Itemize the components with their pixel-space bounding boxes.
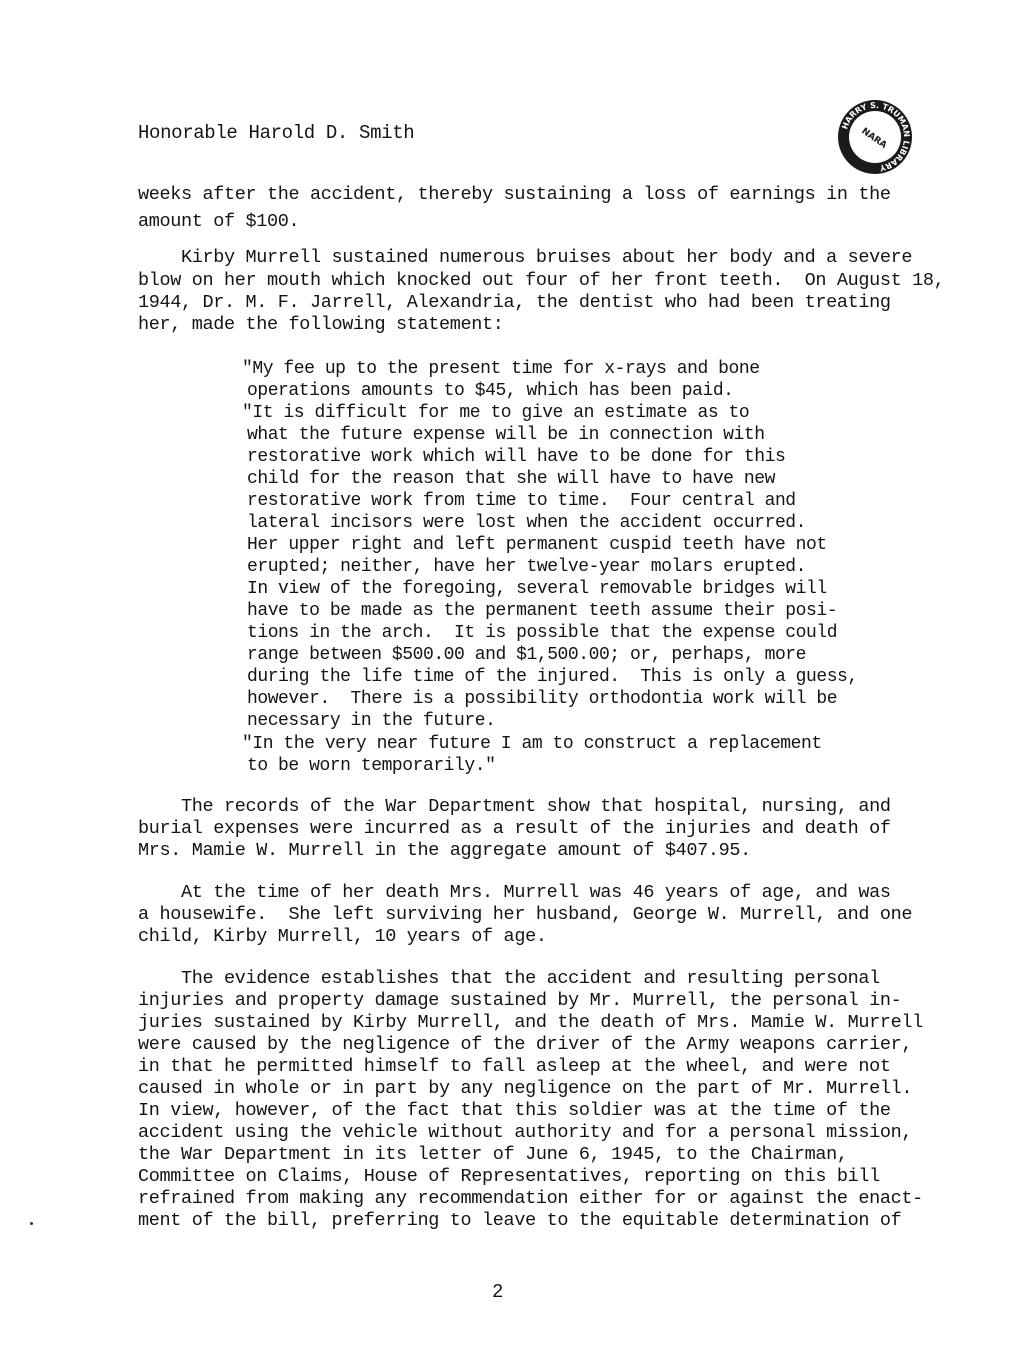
quote-line: what the future expense will be in connection with bbox=[247, 425, 765, 445]
body-line: child, Kirby Murrell, 10 years of age. bbox=[138, 926, 547, 947]
body-line: juries sustained by Kirby Murrell, and the death of Mrs. Mamie W. Murrell bbox=[138, 1012, 923, 1033]
paper-speck bbox=[30, 1222, 33, 1225]
quote-line: operations amounts to $45, which has been paid. bbox=[247, 381, 734, 401]
body-line: burial expenses were incurred as a result of the injuries and death of bbox=[138, 818, 891, 839]
quote-line: restorative work which will have to be done for this bbox=[247, 447, 786, 467]
quote-line: "My fee up to the present time for x-rays and bone bbox=[242, 359, 760, 379]
body-line: her, made the following statement: bbox=[138, 314, 504, 335]
quote-line: restorative work from time to time. Four central and bbox=[247, 491, 796, 511]
body-line: 1944, Dr. M. F. Jarrell, Alexandria, the dentist who had been treating bbox=[138, 292, 891, 313]
quote-line: "It is difficult for me to give an estimate as to bbox=[242, 403, 750, 423]
library-stamp bbox=[838, 100, 912, 174]
quote-line: erupted; neither, have her twelve-year molars erupted. bbox=[247, 557, 806, 577]
body-line: the War Department in its letter of June 6, 1945, to the Chairman, bbox=[138, 1144, 848, 1165]
stamp-center-text: NARA bbox=[859, 126, 889, 151]
body-line: a housewife. She left surviving her husband, George W. Murrell, and one bbox=[138, 904, 913, 925]
body-line: in that he permitted himself to fall asleep at the wheel, and were not bbox=[138, 1056, 891, 1077]
quote-line: In view of the foregoing, several removable bridges will bbox=[247, 579, 827, 599]
page-number: 2 bbox=[492, 1281, 504, 1303]
stamp-ring-text: HARRY S. TRUMAN LIBRARY bbox=[840, 100, 912, 173]
quote-line: necessary in the future. bbox=[247, 711, 496, 731]
body-line: blow on her mouth which knocked out four of her front teeth. On August 18, bbox=[138, 270, 945, 291]
body-line: At the time of her death Mrs. Murrell was 46 years of age, and was bbox=[138, 882, 891, 903]
body-line: The records of the War Department show that hospital, nursing, and bbox=[138, 796, 891, 817]
stamp-lettering bbox=[838, 100, 912, 174]
body-line: Kirby Murrell sustained numerous bruises about her body and a severe bbox=[138, 247, 913, 268]
quote-line: Her upper right and left permanent cuspid teeth have not bbox=[247, 535, 827, 555]
body-line: ment of the bill, preferring to leave to the equitable determination of bbox=[138, 1210, 902, 1231]
quote-line: "In the very near future I am to construct a replacement bbox=[242, 734, 822, 754]
body-line: were caused by the negligence of the driver of the Army weapons carrier, bbox=[138, 1034, 913, 1055]
quote-line: however. There is a possibility orthodontia work will be bbox=[247, 689, 838, 709]
body-line: amount of $100. bbox=[138, 211, 300, 232]
body-line: Mrs. Mamie W. Murrell in the aggregate amount of $407.95. bbox=[138, 840, 751, 861]
quote-line: to be worn temporarily." bbox=[247, 756, 496, 776]
quote-line: range between $500.00 and $1,500.00; or, perhaps, more bbox=[247, 645, 806, 665]
addressee-line: Honorable Harold D. Smith bbox=[138, 122, 415, 144]
quote-line: tions in the arch. It is possible that the expense could bbox=[247, 623, 838, 643]
body-line: The evidence establishes that the accident and resulting personal bbox=[138, 968, 880, 989]
quote-line: during the life time of the injured. This is only a guess, bbox=[247, 667, 858, 687]
quote-line: child for the reason that she will have to have new bbox=[247, 469, 775, 489]
body-line: Committee on Claims, House of Representatives, reporting on this bill bbox=[138, 1166, 880, 1187]
body-line: In view, however, of the fact that this soldier was at the time of the bbox=[138, 1100, 891, 1121]
quote-line: lateral incisors were lost when the accident occurred. bbox=[247, 513, 806, 533]
body-line: refrained from making any recommendation either for or against the enact- bbox=[138, 1188, 923, 1209]
body-line: accident using the vehicle without authority and for a personal mission, bbox=[138, 1122, 913, 1143]
body-line: weeks after the accident, thereby sustaining a loss of earnings in the bbox=[138, 184, 891, 205]
body-line: caused in whole or in part by any negligence on the part of Mr. Murrell. bbox=[138, 1078, 913, 1099]
quote-line: have to be made as the permanent teeth assume their posi- bbox=[247, 601, 838, 621]
body-line: injuries and property damage sustained by Mr. Murrell, the personal in- bbox=[138, 990, 902, 1011]
